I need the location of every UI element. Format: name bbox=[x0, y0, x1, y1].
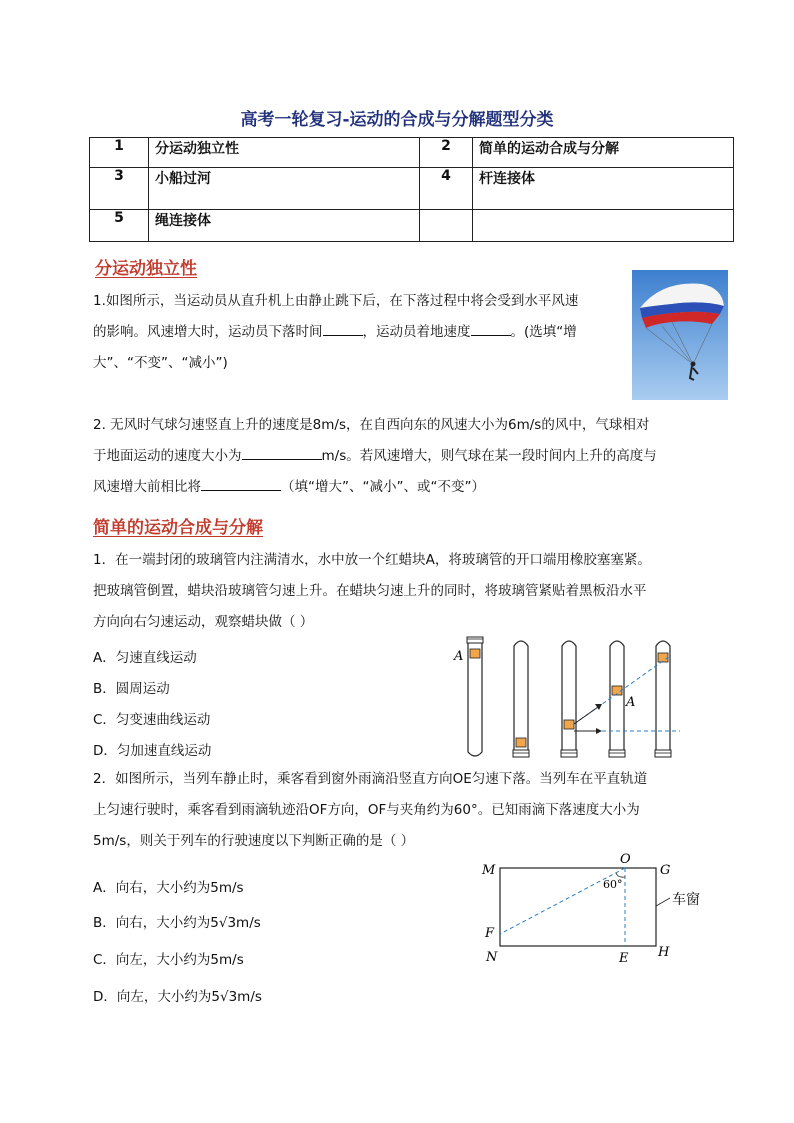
tube-2 bbox=[513, 641, 529, 757]
tube-5 bbox=[655, 641, 671, 757]
topic-table bbox=[89, 137, 734, 242]
toc-topic: 小船过河 bbox=[149, 168, 420, 210]
option-c[interactable]: C．匀变速曲线运动 bbox=[93, 712, 211, 728]
toc-num: 4 bbox=[420, 168, 473, 210]
answer-blank[interactable] bbox=[323, 321, 363, 336]
option-b[interactable]: B．向右，大小约为5√3m/s bbox=[93, 915, 261, 931]
tube-1 bbox=[467, 637, 483, 756]
toc-topic: 分运动独立性 bbox=[149, 138, 420, 168]
tube-3 bbox=[561, 641, 577, 757]
toc-num bbox=[420, 210, 473, 242]
label-m: M bbox=[482, 863, 496, 878]
glass-tube-figure bbox=[448, 634, 688, 760]
parachute-photo bbox=[632, 270, 728, 400]
toc-topic: 简单的运动合成与分解 bbox=[473, 138, 734, 168]
label-e: E bbox=[619, 951, 629, 966]
option-d[interactable]: D．匀加速直线运动 bbox=[93, 743, 212, 759]
option-a[interactable]: A．匀速直线运动 bbox=[93, 650, 197, 666]
question-2-2: 2．如图所示，当列车静止时，乘客看到窗外雨滴沿竖直方向OE匀速下落。当列车在平直轨道 上匀速行驶时，乘客看到雨滴轨迹沿OF方向，OF与夹角约为60°。已知雨滴下落速度大小为 5m/s，则关于列车的行驶速度以下判断正确的是（ ） bbox=[93, 771, 648, 849]
answer-blank[interactable] bbox=[201, 476, 281, 491]
angle-label: 60° bbox=[603, 878, 623, 891]
arrow-right-icon bbox=[596, 728, 602, 734]
section-heading-1: 分运动独立性 bbox=[95, 259, 197, 279]
window-rect bbox=[500, 868, 656, 946]
answer-blank[interactable] bbox=[242, 445, 322, 460]
answer-blank[interactable] bbox=[471, 321, 511, 336]
label-h: H bbox=[658, 945, 670, 960]
arrow-diagonal-icon bbox=[595, 704, 602, 710]
label-g: G bbox=[660, 863, 671, 878]
tube-4 bbox=[609, 641, 625, 757]
option-d[interactable]: D．向左，大小约为5√3m/s bbox=[93, 989, 262, 1005]
question-1-2: 2. 无风时气球匀速竖直上升的速度是8m/s，在自西向东的风速大小为6m/s的风中，气球相对 于地面运动的速度大小为 m/s。若风速增大，则气球在某一段时间内上升的高度与 风速增大前相比将 （填“增大”、“减小”、或“不变”） bbox=[93, 417, 657, 495]
question-2-1: 1．在一端封闭的玻璃管内注满清水，水中放一个红蜡块A，将玻璃管的开口端用橡胶塞塞紧。 把玻璃管倒置，蜡块沿玻璃管匀速上升。在蜡块匀速上升的同时，将玻璃管紧贴着黑板沿水平 方向向右匀速运动，观察蜡块做（ ） bbox=[93, 552, 651, 630]
label-a: A bbox=[454, 649, 464, 664]
toc-num: 3 bbox=[90, 168, 149, 210]
toc-num: 5 bbox=[90, 210, 149, 242]
toc-topic: 绳连接体 bbox=[149, 210, 420, 242]
toc-num: 2 bbox=[420, 138, 473, 168]
section-heading-2: 简单的运动合成与分解 bbox=[93, 518, 263, 538]
option-b[interactable]: B．圆周运动 bbox=[93, 681, 170, 697]
train-window-figure bbox=[476, 848, 736, 968]
toc-num: 1 bbox=[90, 138, 149, 168]
page-title: 高考一轮复习-运动的合成与分解题型分类 bbox=[240, 110, 554, 130]
option-c[interactable]: C．向左，大小约为5m/s bbox=[93, 952, 244, 968]
toc-topic bbox=[473, 210, 734, 242]
toc-topic: 杆连接体 bbox=[473, 168, 734, 210]
option-a[interactable]: A．向右，大小约为5m/s bbox=[93, 880, 244, 896]
label-a: A bbox=[626, 695, 636, 710]
question-1-1: 1.如图所示，当运动员从直升机上由静止跳下后，在下落过程中将会受到水平风速 的影响。风速增大时，运动员下落时间 ，运动员着地速度 。(选填“增 大”、“不变”、“减小”) bbox=[93, 293, 579, 371]
label-o: O bbox=[620, 852, 631, 867]
label-f: F bbox=[485, 926, 495, 941]
label-n: N bbox=[486, 950, 498, 965]
window-label: 车窗 bbox=[672, 892, 700, 908]
